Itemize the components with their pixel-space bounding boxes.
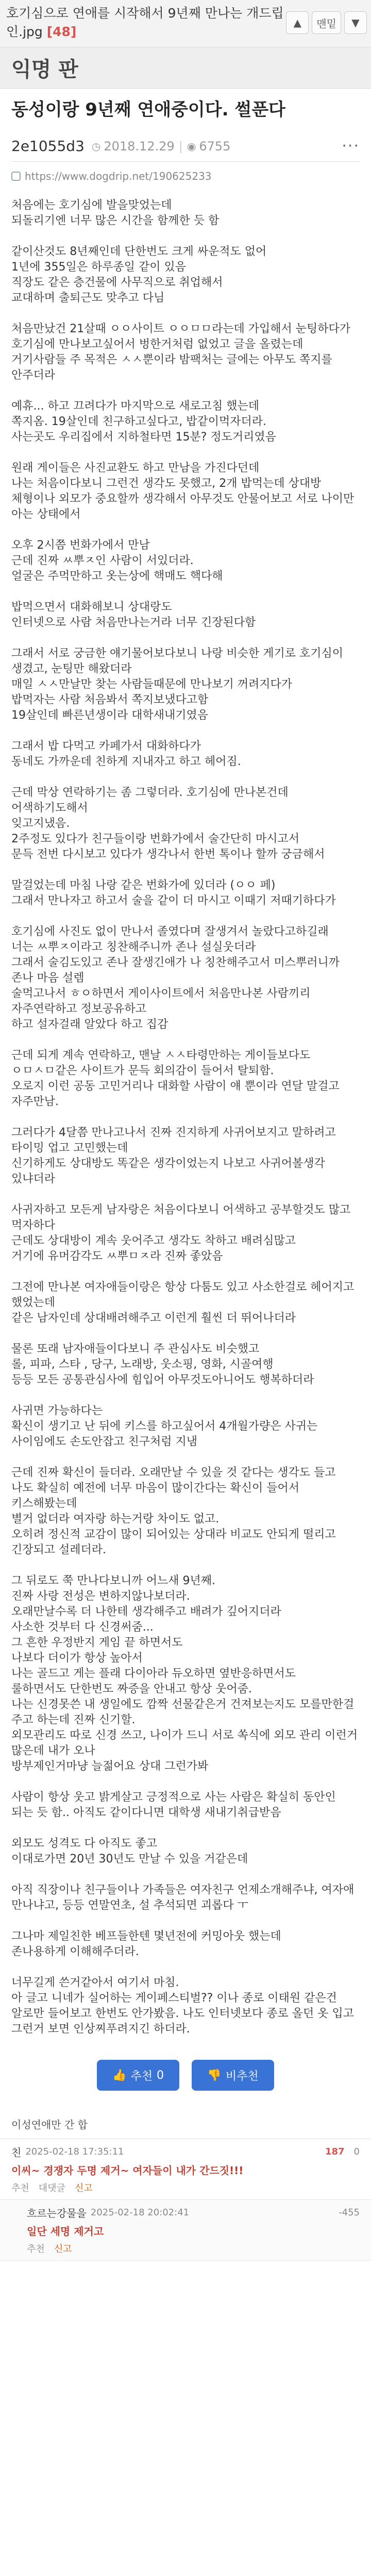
comment-header: [11, 2144, 360, 2159]
comment-action-button[interactable]: 신고: [54, 2244, 72, 2255]
comment-header: [27, 2205, 360, 2220]
comment-author[interactable]: 흐르는강물을: [27, 2207, 87, 2219]
comment-dislike-count: 0: [353, 2146, 360, 2157]
source-link[interactable]: https://www.dogdrip.net/190625233: [25, 170, 212, 182]
post-paragraph: 근데 막상 연락하기는 좀 그렇더라. 호기심에 만나본건데 어색하기도해서 잊고지냈음. 2주정도 있다가 친구들이랑 번화가에서 술간단히 마시고서 문득 전번 다시보고 있다가 생각나서 한번 톡이나 할까 궁금해서: [11, 786, 325, 861]
post-paragraph: 사귀자하고 모든게 남자랑은 처음이다보니 어색하고 공부할것도 많고 먹자하다 근데도 상대방이 계속 웃어주고 생각도 착하고 배려심많고 거기에 유머감각도 ㅆ뿌ㅁㅈ라 진짜 좋았음: [11, 1204, 351, 1263]
comment-author[interactable]: 친: [11, 2146, 22, 2159]
meta-separator: |: [178, 139, 183, 154]
comment-dislike-count: -455: [339, 2207, 360, 2218]
reply-section-label: 이성연애만 간 합: [0, 2109, 371, 2139]
post-paragraph: 그 뒤로도 쭉 만나다보니까 어느새 9년째. 진짜 사랑 전성은 변하지않나보더라. 오래만날수록 더 나한테 생각해주고 배려가 깊어지더라 사소한 것부터 다 신경써줌... 그 흔한 우정반지 게임 끝 하면서도 나보다 더이가 항상 높아서 나는 골드고 게는 플래 다이아라 듀오하면 옆반응하면서도 룰하면서도 단한번도 짜증을 안내고 항상 웃어줌. 나는 신경못쓴 내 생일에도 깜짝 선물같은거 건져보는지도 모를만한걸 주고 하는데 진짜 신기할. 외모관리도 따로 신경 쓰고, 나이가 드니 서로 쏙식에 외모 관리 이런거 많은데 내가 오나 방부제인거마냥 늘젊어요 상대 그런가봐: [11, 1574, 358, 1773]
comment-count: [48]: [46, 24, 77, 39]
clock-icon: ◷: [91, 140, 101, 152]
post-paragraph: 처음에는 호기심에 발을맞었는데 되돌리기엔 너무 많은 시간을 함께한 듯 함: [11, 199, 220, 227]
post-header: [0, 89, 371, 126]
comment-text: 이씨~ 경쟁자 두명 제거~ 여자들이 내가 간드짓!!!: [11, 2164, 244, 2177]
comment-date: 2025-02-18 17:35:11: [25, 2146, 124, 2157]
post-paragraph: 호기심에 사진도 없이 만나서 졸였다며 잘생겨서 놀랐다고하길래 너는 ㅆ뿌ㅈ이라고 칭찬해주니까 존나 설실웃더라 그래서 술김도있고 존나 잘생긴애가 나 칭찬해주고서 미스뿌러니까 존나 마음 설렘 술먹고나서 ㅎㅇ하면서 게이사이트에서 처음만나본 사람끼리 자주연락하고 정보공유하고 하고 설자걸래 알았다 하고 집감: [11, 925, 340, 1031]
upvote-count: 0: [156, 2069, 164, 2082]
scroll-bottom-button[interactable]: 맨밑: [312, 11, 341, 34]
post-author[interactable]: 2e1055d3: [11, 138, 85, 155]
source-link-row[interactable]: [11, 170, 360, 182]
post-paragraph: 사람이 항상 웃고 밝게살고 긍정적으로 사는 사람은 확실히 동안인 되는 듯 함.. 아직도 같이다니면 대학생 새내기취급받음: [11, 1791, 340, 1819]
post-paragraph: 사귀면 가능하다는 확신이 생기고 난 뒤에 키스를 하고싶어서 4개월가량은 사귀는 사이임에도 손도안잡고 친구처럼 지냄: [11, 1404, 318, 1448]
post-paragraph: 아직 직장이나 친구들이나 가족들은 여자친구 언제소개해주냐, 여자애 만나냐고, 등등 연말연초, 설 추석되면 괴롭다 ㅜ: [11, 1884, 358, 1912]
post-paragraph: 그래서 서로 궁금한 얘기물어보다보니 나랑 비슷한 게기로 호기심이 생겼고, 눈팅만 해왔더라 매일 ㅅㅅ만날만 찾는 사람들때문에 만나보기 꺼려지다가 밥먹자는 사람 처음봐서 쪽지보냈다고함 19살인데 빠른년생이라 대학새내기였음: [11, 647, 344, 722]
board-name[interactable]: 익명 판: [0, 47, 371, 89]
comment-action-button[interactable]: 추천: [27, 2244, 45, 2255]
link-icon: [11, 172, 21, 181]
vote-row: [0, 2060, 371, 2091]
comment-item: [0, 2139, 371, 2200]
post-paragraph: 같이산것도 8년째인데 단한번도 크게 싸운적도 없어 1년에 355일은 하루종일 같이 있음 직장도 같은 층건물에 사무직으로 취업해서 교대하며 출퇴근도 맞추고 다님: [11, 245, 267, 304]
post-date: 2018.12.29: [104, 139, 175, 154]
post-paragraph: 그전에 만나본 여자애들이랑은 항상 다툼도 있고 사소한걸로 헤어지고 했었는데 같은 남자인데 상대배려해주고 이런게 훨씬 더 뛰어나더라: [11, 1281, 355, 1325]
post-paragraph: 근데 진짜 확신이 들더라. 오래만날 수 있을 것 같다는 생각도 들고 나도 확실히 예전에 너무 마음이 많이간다는 확신이 들어서 키스해봤는데 별거 없더라 여자랑 하는거랑 차이도 없고. 오히려 정신적 교감이 많이 되어있는 상대라 비교도 안되게 떨리고 긴장되고 설레더라.: [11, 1466, 336, 1556]
post-views: 6755: [199, 139, 231, 154]
thread-title: [6, 4, 295, 41]
comment-date: 2025-02-18 20:02:41: [90, 2207, 190, 2218]
top-bar: [0, 0, 371, 47]
scroll-up-button[interactable]: ▲: [286, 11, 309, 34]
post-paragraph: 물론 또래 남자애들이다보니 주 관심사도 비슷했고 롤, 피파, 스타 , 당구, 노래방, 웃소핑, 영화, 시골여행 등등 모든 공통관심사에 힘입어 아무것도아니어도 행복하더라: [11, 1343, 314, 1386]
more-options-button[interactable]: ···: [342, 137, 360, 155]
scroll-down-button[interactable]: ▼: [344, 11, 367, 34]
eye-icon: ◉: [187, 140, 196, 152]
upvote-label: 추천: [130, 2070, 153, 2083]
comment-action-button[interactable]: 추천: [11, 2183, 29, 2194]
thumbs-down-icon: 👎: [207, 2069, 222, 2082]
thread-title-text: 호기심으로 연애를 시작해서 9년째 만나는 개드립인.jpg: [6, 6, 284, 39]
post-title: 동성이랑 9년째 연애중이다. 썰푼다: [11, 99, 285, 120]
post-paragraph: 원래 게이들은 사진교환도 하고 만남을 가진다던데 나는 처음이다보니 그런건 생각도 못했고, 2개 밥먹는데 상대방 체형이나 외모가 중요할까 생각해서 아무것도 안물어보고 서로 나이만 아는 상태에서: [11, 462, 355, 521]
comment-actions: [11, 2181, 360, 2194]
post-paragraph: 그나마 제일친한 베프들한텐 몇년전에 커밍아웃 했는데 존나용하게 이해해주더라.: [11, 1930, 281, 1958]
comment-list: [0, 2139, 371, 2261]
comment-item: [0, 2200, 371, 2261]
post-paragraph: 오후 2시쯤 번화가에서 만남 근데 진짜 ㅆ뿌ㅈ인 사람이 서있더라. 얼굴은 주먹만하고 옷는상에 핵매도 핵다해: [11, 539, 223, 583]
post-paragraph: 밥먹으면서 대화해보니 상대랑도 인터넷으로 사람 처음만나는거라 너무 긴장된다함: [11, 601, 256, 629]
comment-action-button[interactable]: 대댓글: [38, 2183, 65, 2194]
post-paragraph: 그래서 밥 다먹고 카페가서 대화하다가 동네도 가까운데 친하게 지내자고 하고 헤어짐.: [11, 740, 241, 768]
thumbs-up-icon: 👍: [112, 2069, 127, 2082]
post-paragraph: 예휴... 하고 끄려다가 마지막으로 새로고침 했는데 쪽지옴. 19살인데 친구하고싶다고, 밥같이먹자더라. 사는곳도 우리집에서 지하철타면 15분? 정도거리였음: [11, 400, 276, 444]
post-paragraph: 외모도 성격도 다 아직도 좋고 이대로가면 20년 30년도 만날 수 있을 거같은데: [11, 1837, 248, 1866]
comment-action-button[interactable]: 신고: [74, 2183, 93, 2194]
post-paragraph: 너무길게 쓴거같아서 여기서 마침. 아 글고 니네가 실어하는 게이페스티벌?? 이나 종로 이태원 같은건 알로만 들어보고 한번도 안가봤음. 나도 인터넷보다 종로 올던 옷 입고 그런거 보면 인상찌푸려지긴 하더라.: [11, 1976, 354, 2036]
upvote-button[interactable]: [97, 2060, 179, 2091]
comment-text: 일단 세명 제거고: [27, 2225, 104, 2238]
post-paragraph: 그러다가 4달쯤 만나고나서 진짜 진지하게 사귀어보지고 말하려고 타이밍 업고 고민했는데 신기하게도 상대방도 똑같은 생각이었는지 나보고 사귀어볼생각 있냐더라: [11, 1126, 336, 1185]
downvote-button[interactable]: [192, 2060, 274, 2091]
comment-actions: [27, 2242, 360, 2255]
post-paragraph: 말걸었는데 마침 나랑 같은 번화가에 있더라 (ㅇㅇ 페) 그래서 만나자고 하고서 술을 같이 더 마시고 이때기 저때기하다가: [11, 879, 336, 907]
post-paragraph: 근데 되게 계속 연락하고, 맨날 ㅅㅅ타령만하는 게이들보다도 ㅇㅁㅅㅁ같은 사이트가 문득 회의감이 들어서 탈퇴함. 오로지 이런 공동 고민거리나 대화할 사람이 얘 뿐이라 연달 말걸고 자주만남.: [11, 1049, 340, 1108]
nav-buttons: [286, 11, 367, 34]
downvote-label: 비추천: [225, 2070, 259, 2083]
post-meta: [11, 132, 360, 162]
post-body: [0, 198, 371, 2037]
post-paragraph: 처음만났건 21살때 ㅇㅇ사이트 ㅇㅇㅁㅁ라는데 가입해서 눈팅하다가 호기심에 만나보고싶어서 벙한거처럼 없었고 글을 올렸는데 거기사람들 주 목적은 ㅅㅅ뿐이라 밤팩처는 글에는 아무도 쪽지를 안주더라: [11, 323, 351, 382]
comment-like-count: 187: [325, 2146, 345, 2157]
